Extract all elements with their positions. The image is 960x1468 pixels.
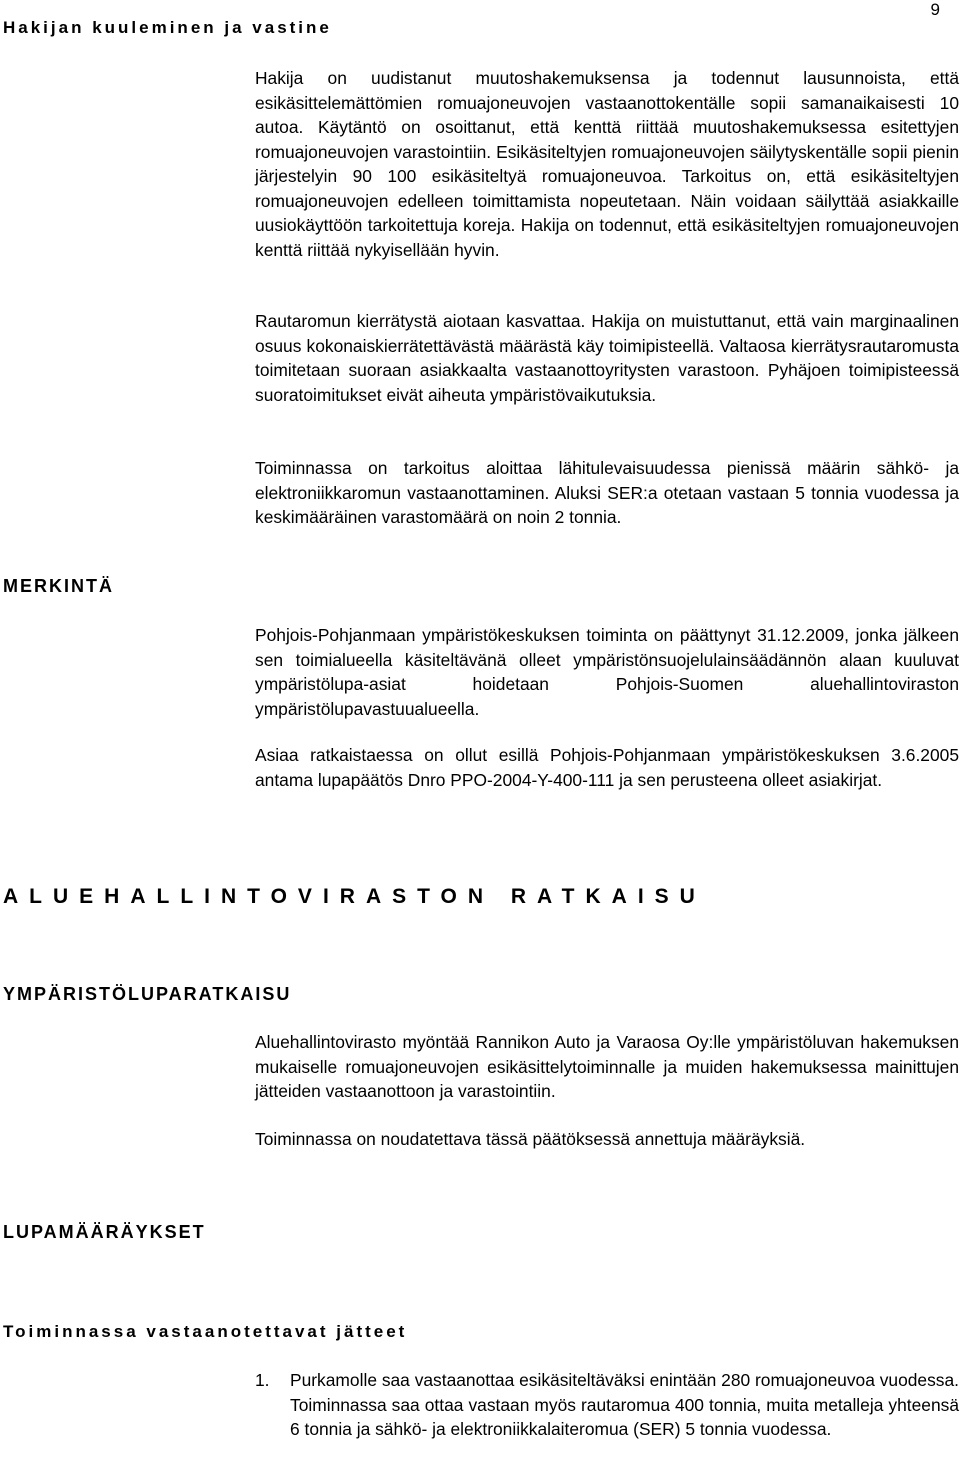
section-heading-lupamaaraykset: LUPAMÄÄRÄYKSET <box>3 1222 206 1242</box>
list-item <box>255 1368 959 1442</box>
section-heading-jatteet: Toiminnassa vastaanotettavat jätteet <box>3 1322 408 1341</box>
paragraph: Toiminnassa on tarkoitus aloittaa lähitulevaisuudessa pienissä määrin sähkö- ja elektroniikkaromun vastaanottaminen. Aluksi SER:a otetaan vastaan 5 tonnia vuodessa ja keskimääräinen varastomäärä on noin 2 tonnia. <box>255 458 959 527</box>
paragraph: Aluehallintovirasto myöntää Rannikon Auto ja Varaosa Oy:lle ympäristöluvan hakemuksen mukaiselle romuajoneuvojen esikäsittelytoiminnalle ja muiden hakemuksessa mainittujen jätteiden vastaanottoon ja varastointiin. <box>255 1032 959 1101</box>
section-heading-merkinta: MERKINTÄ <box>3 576 114 596</box>
list-item-text: Purkamolle saa vastaanottaa esikäsiteltäväksi enintään 280 romuajoneuvoa vuodessa. Toiminnassa saa ottaa vastaan myös rautaromua 400 tonnia, muita metalleja yhteensä 6 tonnia ja sähkö- ja elektroniikkalaiteromua (SER) 5 tonnia vuodessa. <box>290 1370 959 1439</box>
section-heading-hakijan-kuuleminen: Hakijan kuuleminen ja vastine <box>3 18 332 37</box>
paragraph: Rautaromun kierrätystä aiotaan kasvattaa. Hakija on muistuttanut, että vain marginaalinen osuus kokonaiskierrätettävästä määrästä käy toimipisteellä. Valtaosa kierrätysrautaromusta toimitetaan suoraan asiakkaalta vastaanottoyritysten varastoon. Pyhäjoen toimipisteessä suoratoimitukset eivät aiheuta ympäristövaikutuksia. <box>255 311 959 405</box>
main-heading-ratkaisu: ALUEHALLINTOVIRASTON RATKAISU <box>3 885 706 908</box>
paragraph: Asiaa ratkaistaessa on ollut esillä Pohjois-Pohjanmaan ympäristökeskuksen 3.6.2005 antama lupapäätös Dnro PPO-2004-Y-400-111 ja sen perusteena olleet asiakirjat. <box>255 745 959 790</box>
paragraph: Pohjois-Pohjanmaan ympäristökeskuksen toiminta on päättynyt 31.12.2009, jonka jälkeen sen toimialueella käsiteltävänä olleet ympäristönsuojelulainsäädännön alaan kuuluvat ympäristölupa-asiat hoidetaan Pohjois-Suomen aluehallintoviraston ympäristölupavastuualueella. <box>255 625 959 719</box>
section-heading-ymparistolupa: YMPÄRISTÖLUPARATKAISU <box>3 984 292 1004</box>
paragraph: Hakija on uudistanut muutoshakemuksensa ja todennut lausunnoista, että esikäsittelemättömien romuajoneuvojen vastaanottokentälle sopii samanaikaisesti 10 autoa. Käytäntö on osoittanut, että kenttä riittää muutoshakemuksessa esitettyjen romuajoneuvojen varastointiin. Esikäsiteltyjen romuajoneuvojen säilytyskentälle sopii pienin järjestelyin 90 100 esikäsiteltyä romuajoneuvoa. Tarkoitus on, että esikäsiteltyjen romuajoneuvojen edelleen toimittamista nopeutetaan. Näin voidaan säilyttää asiakkaille uusiokäyttöön tarkoitettuja koreja. Hakija on todennut, että esikäsiteltyjen romuajoneuvojen kenttä riittää nykyisellään hyvin. <box>255 68 959 260</box>
list-item-number: 1. <box>255 1370 270 1390</box>
numbered-list <box>255 1368 959 1442</box>
paragraph: Toiminnassa on noudatettava tässä päätöksessä annettuja määräyksiä. <box>255 1129 806 1149</box>
page-number: 9 <box>930 0 940 19</box>
